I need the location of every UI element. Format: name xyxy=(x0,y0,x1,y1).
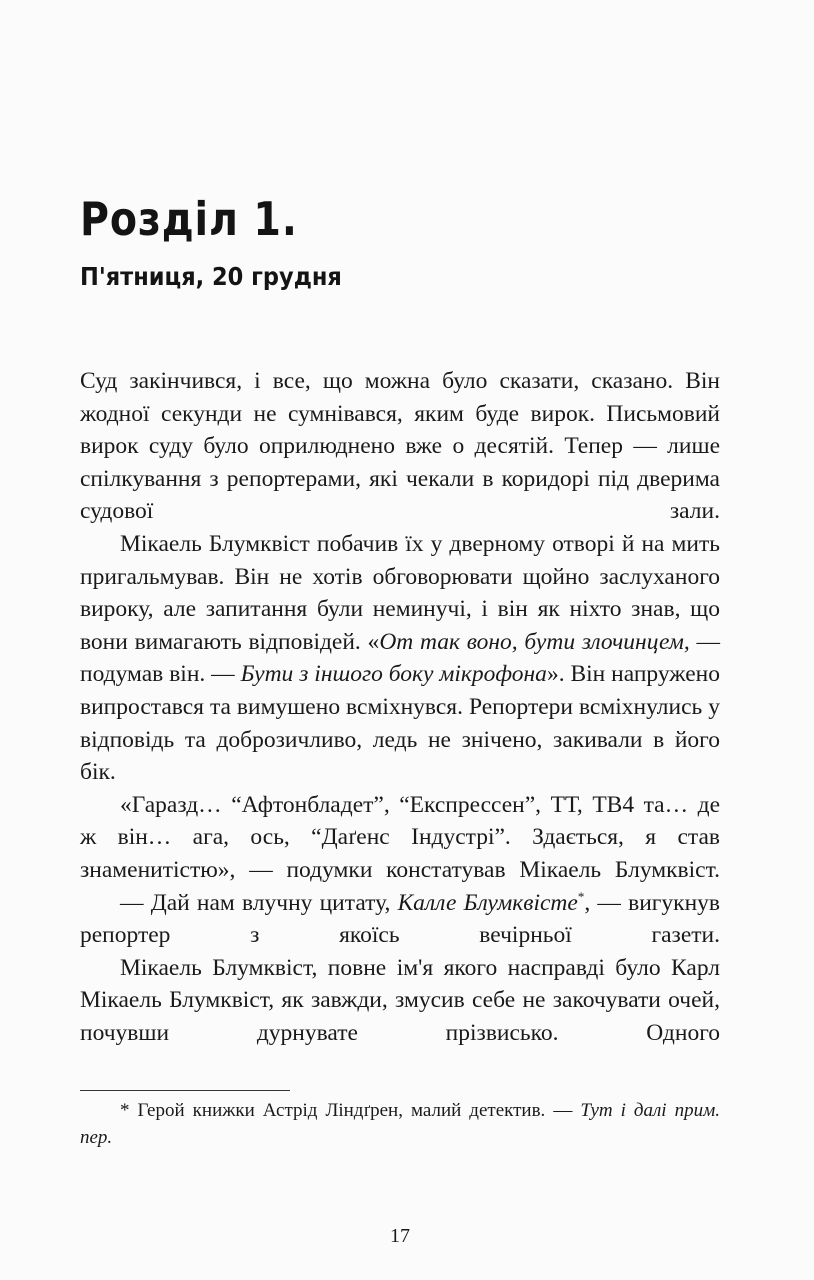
footnote-italic: Тут і далі прим. пер. xyxy=(80,1100,720,1148)
footnote-marker: * xyxy=(577,888,585,904)
paragraph-5: Мікаель Блумквіст, повне ім'я якого насправді було Карл Мікаель Блумквіст, як завжди, змусив себе не закочувати очей, почувши дурнувате прізвисько. Одного xyxy=(80,954,720,1046)
footnote xyxy=(80,1097,720,1151)
paragraph-4 xyxy=(80,887,720,952)
paragraph-2-quote-1: От так воно, бути злочинцем, xyxy=(379,628,690,655)
paragraph-4-nickname: Калле Блумквісте xyxy=(397,889,578,916)
paragraph-2-text-c: ». Він напружено випростався та вимушено всміхнувся. Репортери всміхнулись у відповідь та доброзичливо, ледь не знічено, закивали в його бік. xyxy=(80,661,720,786)
paragraph-2-quote-2: Бути з іншого боку мікрофона xyxy=(240,661,547,688)
page-number: 17 xyxy=(390,1225,410,1247)
paragraph-1: Суд закінчився, і все, що можна було сказати, сказано. Він жодної секунди не сумнівався, яким буде вирок. Письмовий вирок суду було оприлюднено вже о десятій. Тепер — лише спілкування з репортерами, які чекали в коридорі під дверима судової зали. xyxy=(80,368,720,525)
paragraph-4-text-b: , — вигукнув репортер з якоїсь вечірньої газети. xyxy=(80,889,721,949)
body-text xyxy=(80,365,720,1049)
paragraph-2-text-b: — подумав він. — xyxy=(80,628,720,688)
paragraph-2 xyxy=(80,528,720,789)
footnote-text: * Герой книжки Астрід Ліндґрен, малий детектив. — xyxy=(120,1100,581,1121)
paragraph-4-text-a: — Дай нам влучну цитату, xyxy=(120,889,398,916)
paragraph-3: «Гаразд… “Афтонбладет”, “Експрессен”, ТТ, ТВ4 та… де ж він… ага, ось, “Даґенс Індустрі”. Здається, я став знаменитістю», — подумки констатував Мікаель Блумквіст. xyxy=(80,791,720,883)
chapter-subtitle: П'ятниця, 20 грудня xyxy=(80,262,342,291)
book-page xyxy=(80,0,730,1280)
footnote-divider xyxy=(80,1090,290,1091)
paragraph-2-text-a: Мікаель Блумквіст побачив їх у дверному отворі й на мить пригальмував. Він не хотів обговорювати щойно заслуханого вироку, але запитання були неминучі, і він як ніхто знав, що вони вимагають відповідей. « xyxy=(80,530,720,655)
chapter-title: Розділ 1. xyxy=(80,192,298,246)
